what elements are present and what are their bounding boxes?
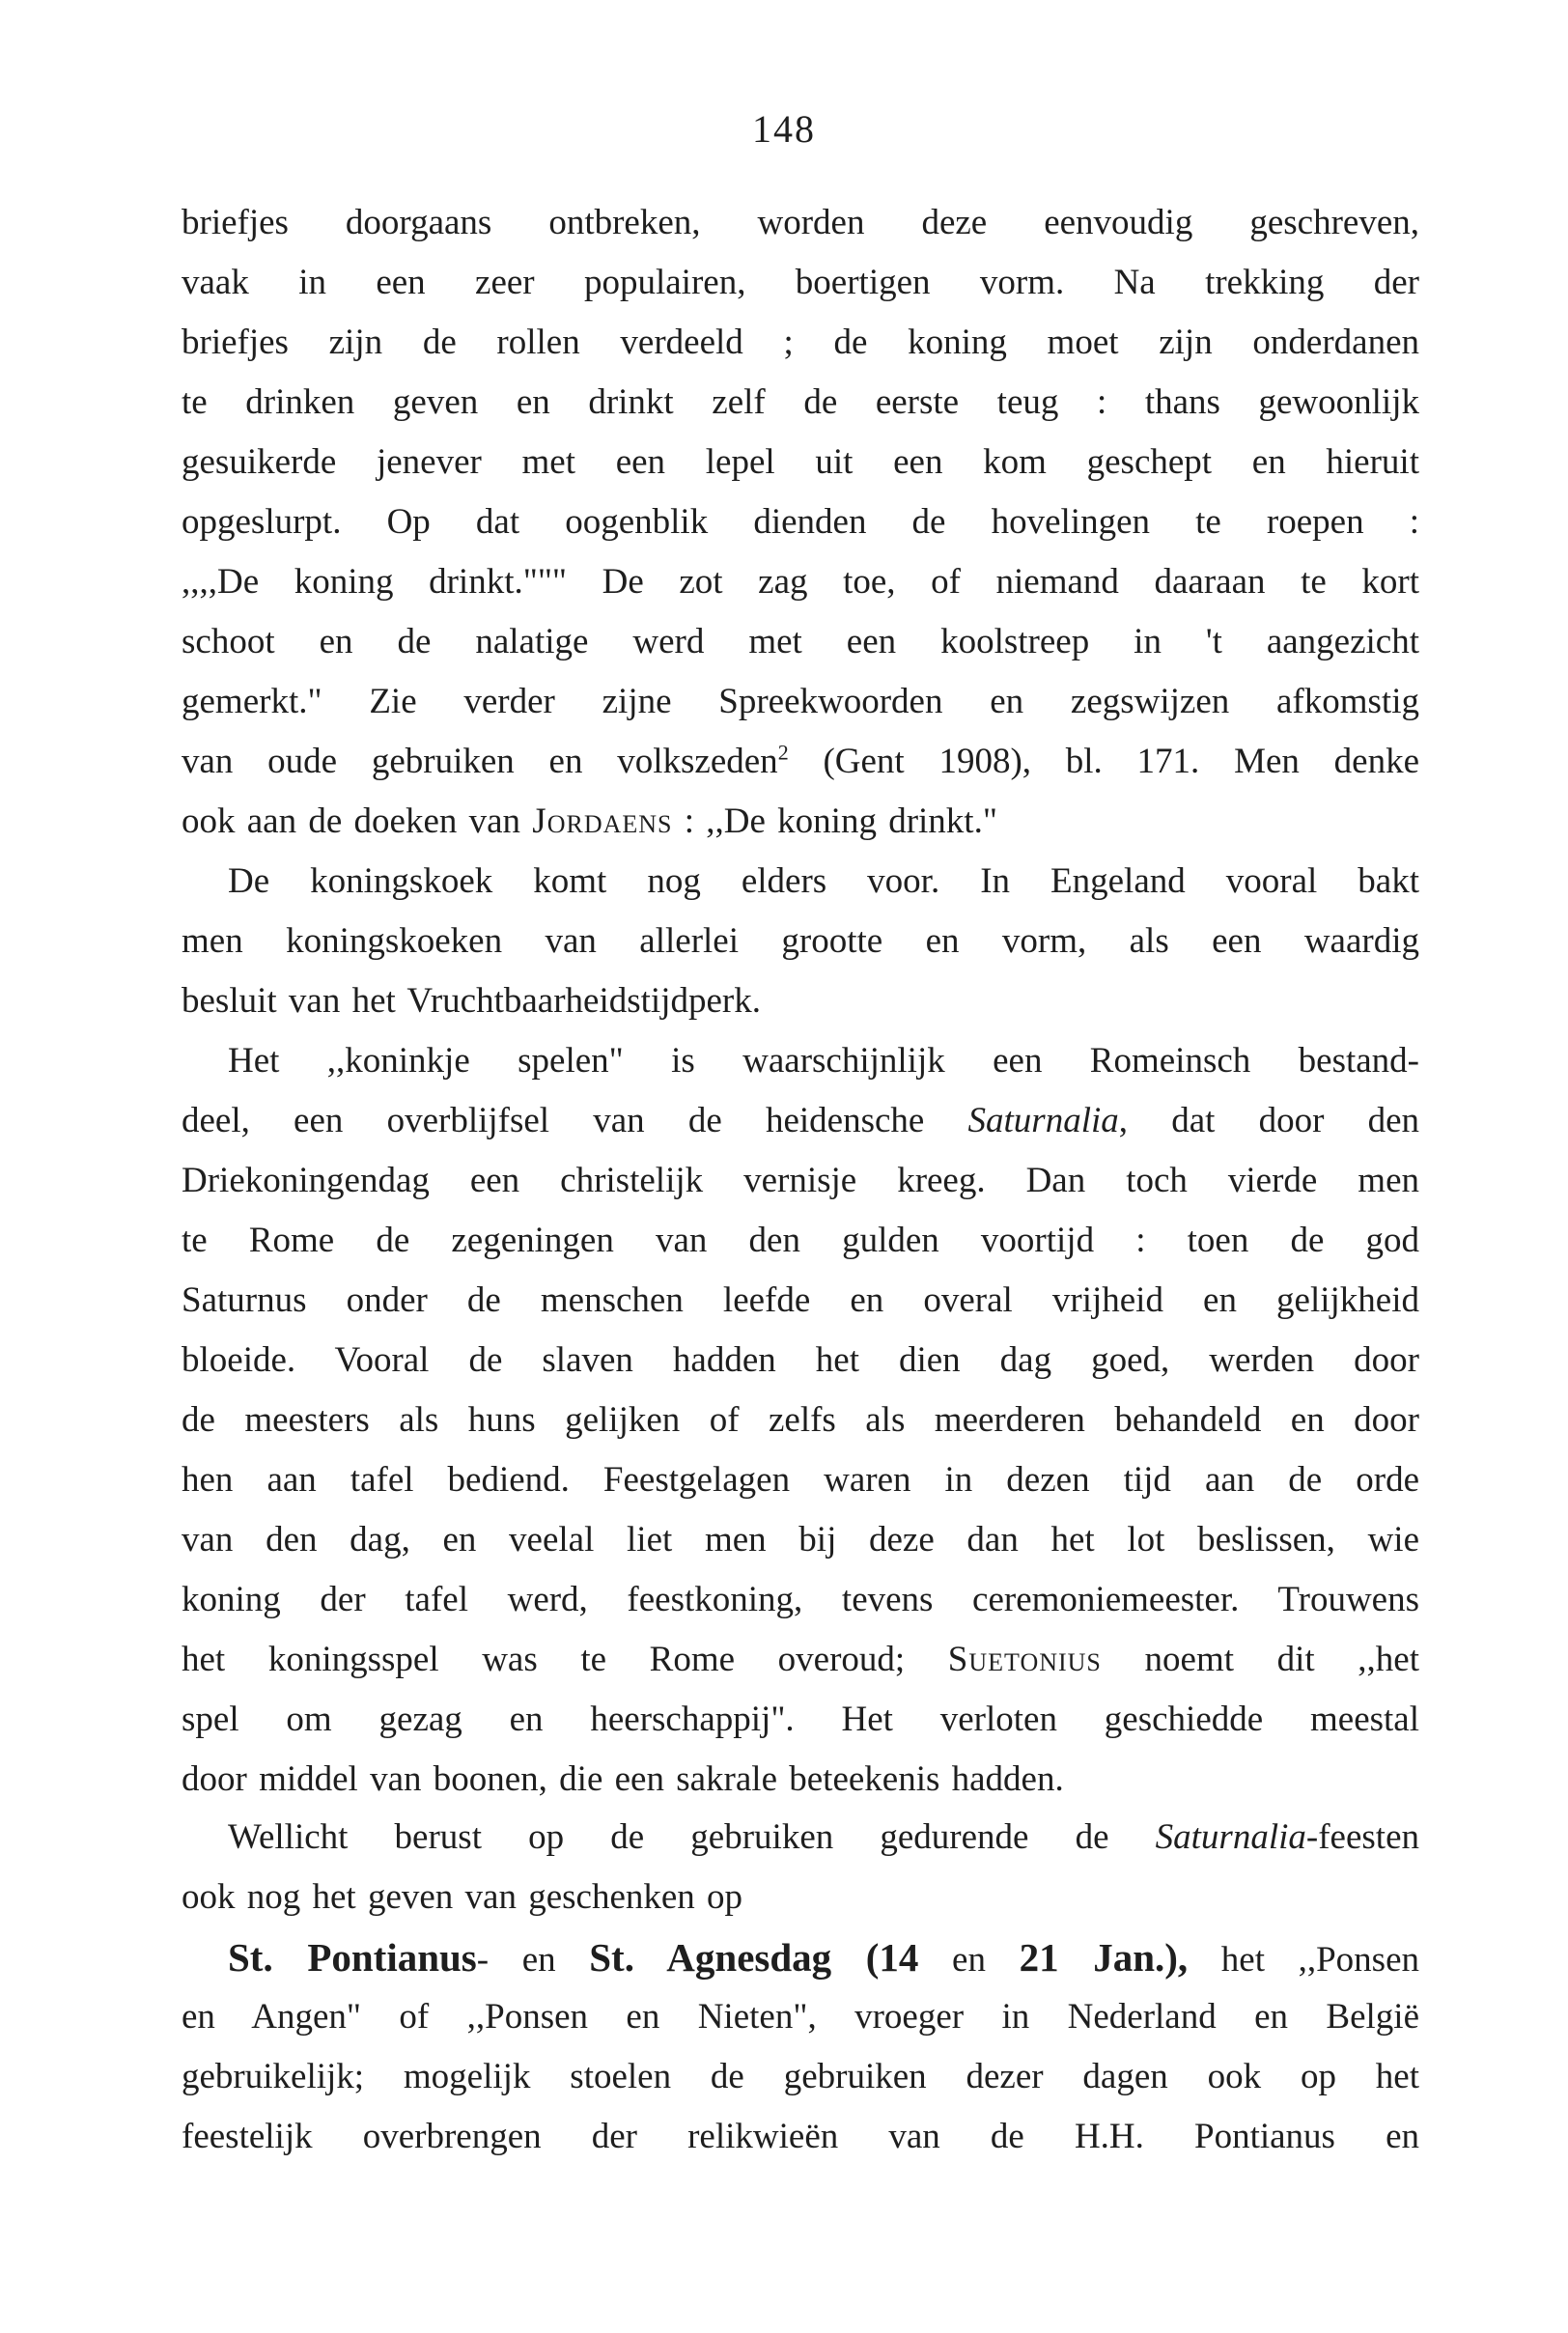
text-run: bloeide. Vooral de slaven hadden het dien dag goed, werden door — [182, 1340, 1419, 1380]
bold-heading-run: St. Agnesdag (14 — [589, 1935, 919, 1980]
text-run: schoot en de nalatige werd met een koolstreep in 't aangezicht — [182, 622, 1419, 661]
text-run: opgeslurpt. Op dat oogenblik dienden de hovelingen te roepen : — [182, 502, 1419, 542]
text-run: deel, een overblijfsel van de heidensche — [182, 1101, 968, 1140]
text-line — [182, 1927, 1419, 1987]
text-run: van oude gebruiken en volkszeden — [182, 742, 778, 781]
text-run: vaak in een zeer populairen, boertigen vorm. Na trekking der — [182, 263, 1419, 302]
text-run: ook aan de doeken van — [182, 801, 533, 841]
text-line — [182, 732, 1419, 792]
text-run: van den dag, en veelal liet men bij deze dan het lot beslissen, wie — [182, 1520, 1419, 1560]
text-run: te Rome de zegeningen van den gulden voortijd : toen de god — [182, 1221, 1419, 1260]
text-line — [182, 492, 1419, 552]
text-line — [182, 253, 1419, 313]
text-run: gemerkt." Zie verder zijne Spreekwoorden en zegswijzen afkomstig — [182, 682, 1419, 721]
text-line — [182, 971, 1419, 1031]
text-run: men koningskoeken van allerlei grootte en vorm, als een waardig — [182, 921, 1419, 961]
paragraph-p4 — [182, 1808, 1419, 1927]
text-line — [182, 1510, 1419, 1570]
paragraph-p5 — [182, 1927, 1419, 2167]
text-run: briefjes doorgaans ontbreken, worden deze eenvoudig geschreven, — [182, 203, 1419, 242]
text-line — [182, 1750, 1419, 1810]
text-line — [182, 1331, 1419, 1391]
text-run: hen aan tafel bediend. Feestgelagen waren in dezen tijd aan de orde — [182, 1460, 1419, 1500]
text-line — [182, 1211, 1419, 1271]
text-run: Driekoningendag een christelijk vernisje kreeg. Dan toch vierde men — [182, 1161, 1419, 1200]
bold-heading-run: 21 Jan.), — [1019, 1935, 1189, 1980]
text-line — [182, 1868, 1419, 1927]
text-line — [182, 852, 1419, 912]
text-line — [182, 792, 1419, 852]
text-run: (Gent 1908), bl. 171. Men denke — [788, 742, 1419, 781]
text-run: noemt dit ,,het — [1101, 1640, 1419, 1679]
text-line — [182, 433, 1419, 492]
text-run: ook nog het geven van geschenken op — [182, 1877, 743, 1917]
text-run: en Angen" of ,,Ponsen en Nieten", vroeger in Nederland en België — [182, 1997, 1419, 2037]
text-run: spel om gezag en heerschappij". Het verloten geschiedde meestal — [182, 1700, 1419, 1739]
text-line — [182, 373, 1419, 433]
text-line — [182, 1391, 1419, 1450]
text-run: ,,,,De koning drinkt.""" De zot zag toe, of niemand daaraan te kort — [182, 562, 1419, 602]
text-run: en — [918, 1940, 1020, 1980]
text-run: Het ,,koninkje spelen" is waarschijnlijk een Romeinsch bestand- — [228, 1041, 1419, 1081]
text-run: het ,,Ponsen — [1188, 1940, 1419, 1980]
text-run: , dat door den — [1118, 1101, 1419, 1140]
text-run: door middel van boonen, die een sakrale beteekenis hadden. — [182, 1759, 1064, 1799]
author-name: Jordaens — [532, 801, 673, 841]
text-line — [182, 1091, 1419, 1151]
text-line — [182, 1690, 1419, 1750]
text-line — [182, 552, 1419, 612]
text-run: - en — [476, 1940, 590, 1980]
text-line — [182, 2047, 1419, 2107]
text-line — [182, 1450, 1419, 1510]
text-run: te drinken geven en drinkt zelf de eerste teug : thans gewoonlijk — [182, 382, 1419, 422]
text-run: het koningsspel was te Rome overoud; — [182, 1640, 948, 1679]
text-line — [182, 1151, 1419, 1211]
italic-term: Saturnalia — [1155, 1817, 1306, 1857]
text-run: -feesten — [1305, 1817, 1419, 1857]
text-run: feestelijk overbrengen der relikwieën van de H.H. Pontianus en — [182, 2117, 1419, 2156]
text-run: : ,,De koning drinkt." — [672, 801, 997, 841]
text-line — [182, 1031, 1419, 1091]
text-run: gesuikerde jenever met een lepel uit een kom geschept en hieruit — [182, 442, 1419, 482]
text-line — [182, 672, 1419, 732]
text-run: briefjes zijn de rollen verdeeld ; de koning moet zijn onderdanen — [182, 323, 1419, 362]
text-run: De koningskoek komt nog elders voor. In Engeland vooral bakt — [228, 861, 1419, 901]
page-number: 148 — [752, 107, 816, 151]
text-run: de meesters als huns gelijken of zelfs als meerderen behandeld en door — [182, 1400, 1419, 1440]
footnote-marker: 2 — [777, 740, 789, 765]
text-line — [182, 1630, 1419, 1690]
text-line — [182, 1271, 1419, 1331]
text-line — [182, 313, 1419, 373]
bold-heading-run: St. Pontianus — [228, 1935, 477, 1980]
text-run: Wellicht berust op de gebruiken gedurende de — [228, 1817, 1156, 1857]
paragraph-p3 — [182, 1031, 1419, 1810]
text-run: gebruikelijk; mogelijk stoelen de gebruiken dezer dagen ook op het — [182, 2057, 1419, 2096]
text-line — [182, 1570, 1419, 1630]
author-name: Suetonius — [947, 1640, 1102, 1679]
text-line — [182, 2107, 1419, 2167]
text-line — [182, 1808, 1419, 1868]
paragraph-p1 — [182, 193, 1419, 852]
italic-term: Saturnalia — [967, 1101, 1119, 1140]
text-line — [182, 612, 1419, 672]
text-line — [182, 1987, 1419, 2047]
text-run: besluit van het Vruchtbaarheidstijdperk. — [182, 981, 761, 1021]
paragraph-p2 — [182, 852, 1419, 1031]
text-run: koning der tafel werd, feestkoning, tevens ceremoniemeester. Trouwens — [182, 1580, 1419, 1619]
text-line — [182, 912, 1419, 971]
text-line — [182, 193, 1419, 253]
text-run: Saturnus onder de menschen leefde en overal vrijheid en gelijkheid — [182, 1280, 1419, 1320]
